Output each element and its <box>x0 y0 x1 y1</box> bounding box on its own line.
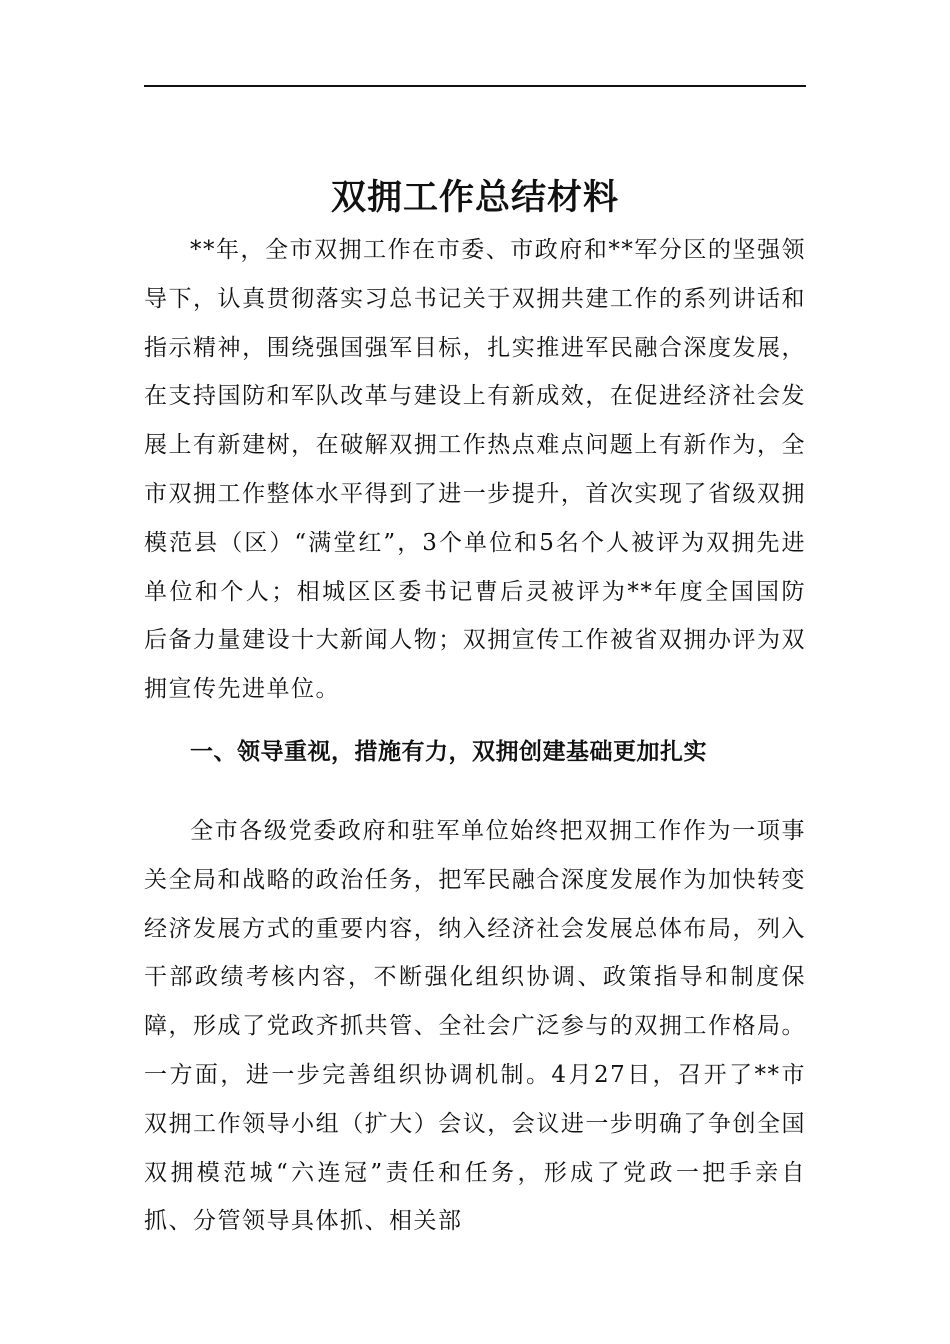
document-title: 双拥工作总结材料 <box>330 178 619 218</box>
section-heading-1: 一、领导重视，措施有力，双拥创建基础更加扎实 <box>190 739 707 765</box>
section-1-paragraph: 全市各级党委政府和驻军单位始终把双拥工作作为一项事关全局和战略的政治任务，把军民融合深度发展作为加快转变经济发展方式的重要内容，纳入经济社会发展总体布局，列入干部政绩考核内容，不断强化组织协调、政策指导和制度保障，形成了党政齐抓共管、全社会广泛参与的双拥工作格局。一方面，进一步完善组织协调机制。4月27日，召开了**市双拥工作领导小组（扩大）会议，会议进一步明确了争创全国双拥模范城“六连冠”责任和任务，形成了党政一把手亲自抓、分管领导具体抓、相关部 <box>144 818 806 1235</box>
header-rule <box>144 85 806 87</box>
intro-paragraph: **年，全市双拥工作在市委、市政府和**军分区的坚强领导下，认真贯彻落实习总书记关于双拥共建工作的系列讲话和指示精神，围绕强国强军目标，扎实推进军民融合深度发展，在支持国防和军队改革与建设上有新成效，在促进经济社会发展上有新建树，在破解双拥工作热点难点问题上有新作为，全市双拥工作整体水平得到了进一步提升，首次实现了省级双拥模范县（区）“满堂红”，3个单位和5名个人被评为双拥先进单位和个人；相城区区委书记曹后灵被评为**年度全国国防后备力量建设十大新闻人物；双拥宣传工作被省双拥办评为双拥宣传先进单位。 <box>144 237 806 703</box>
